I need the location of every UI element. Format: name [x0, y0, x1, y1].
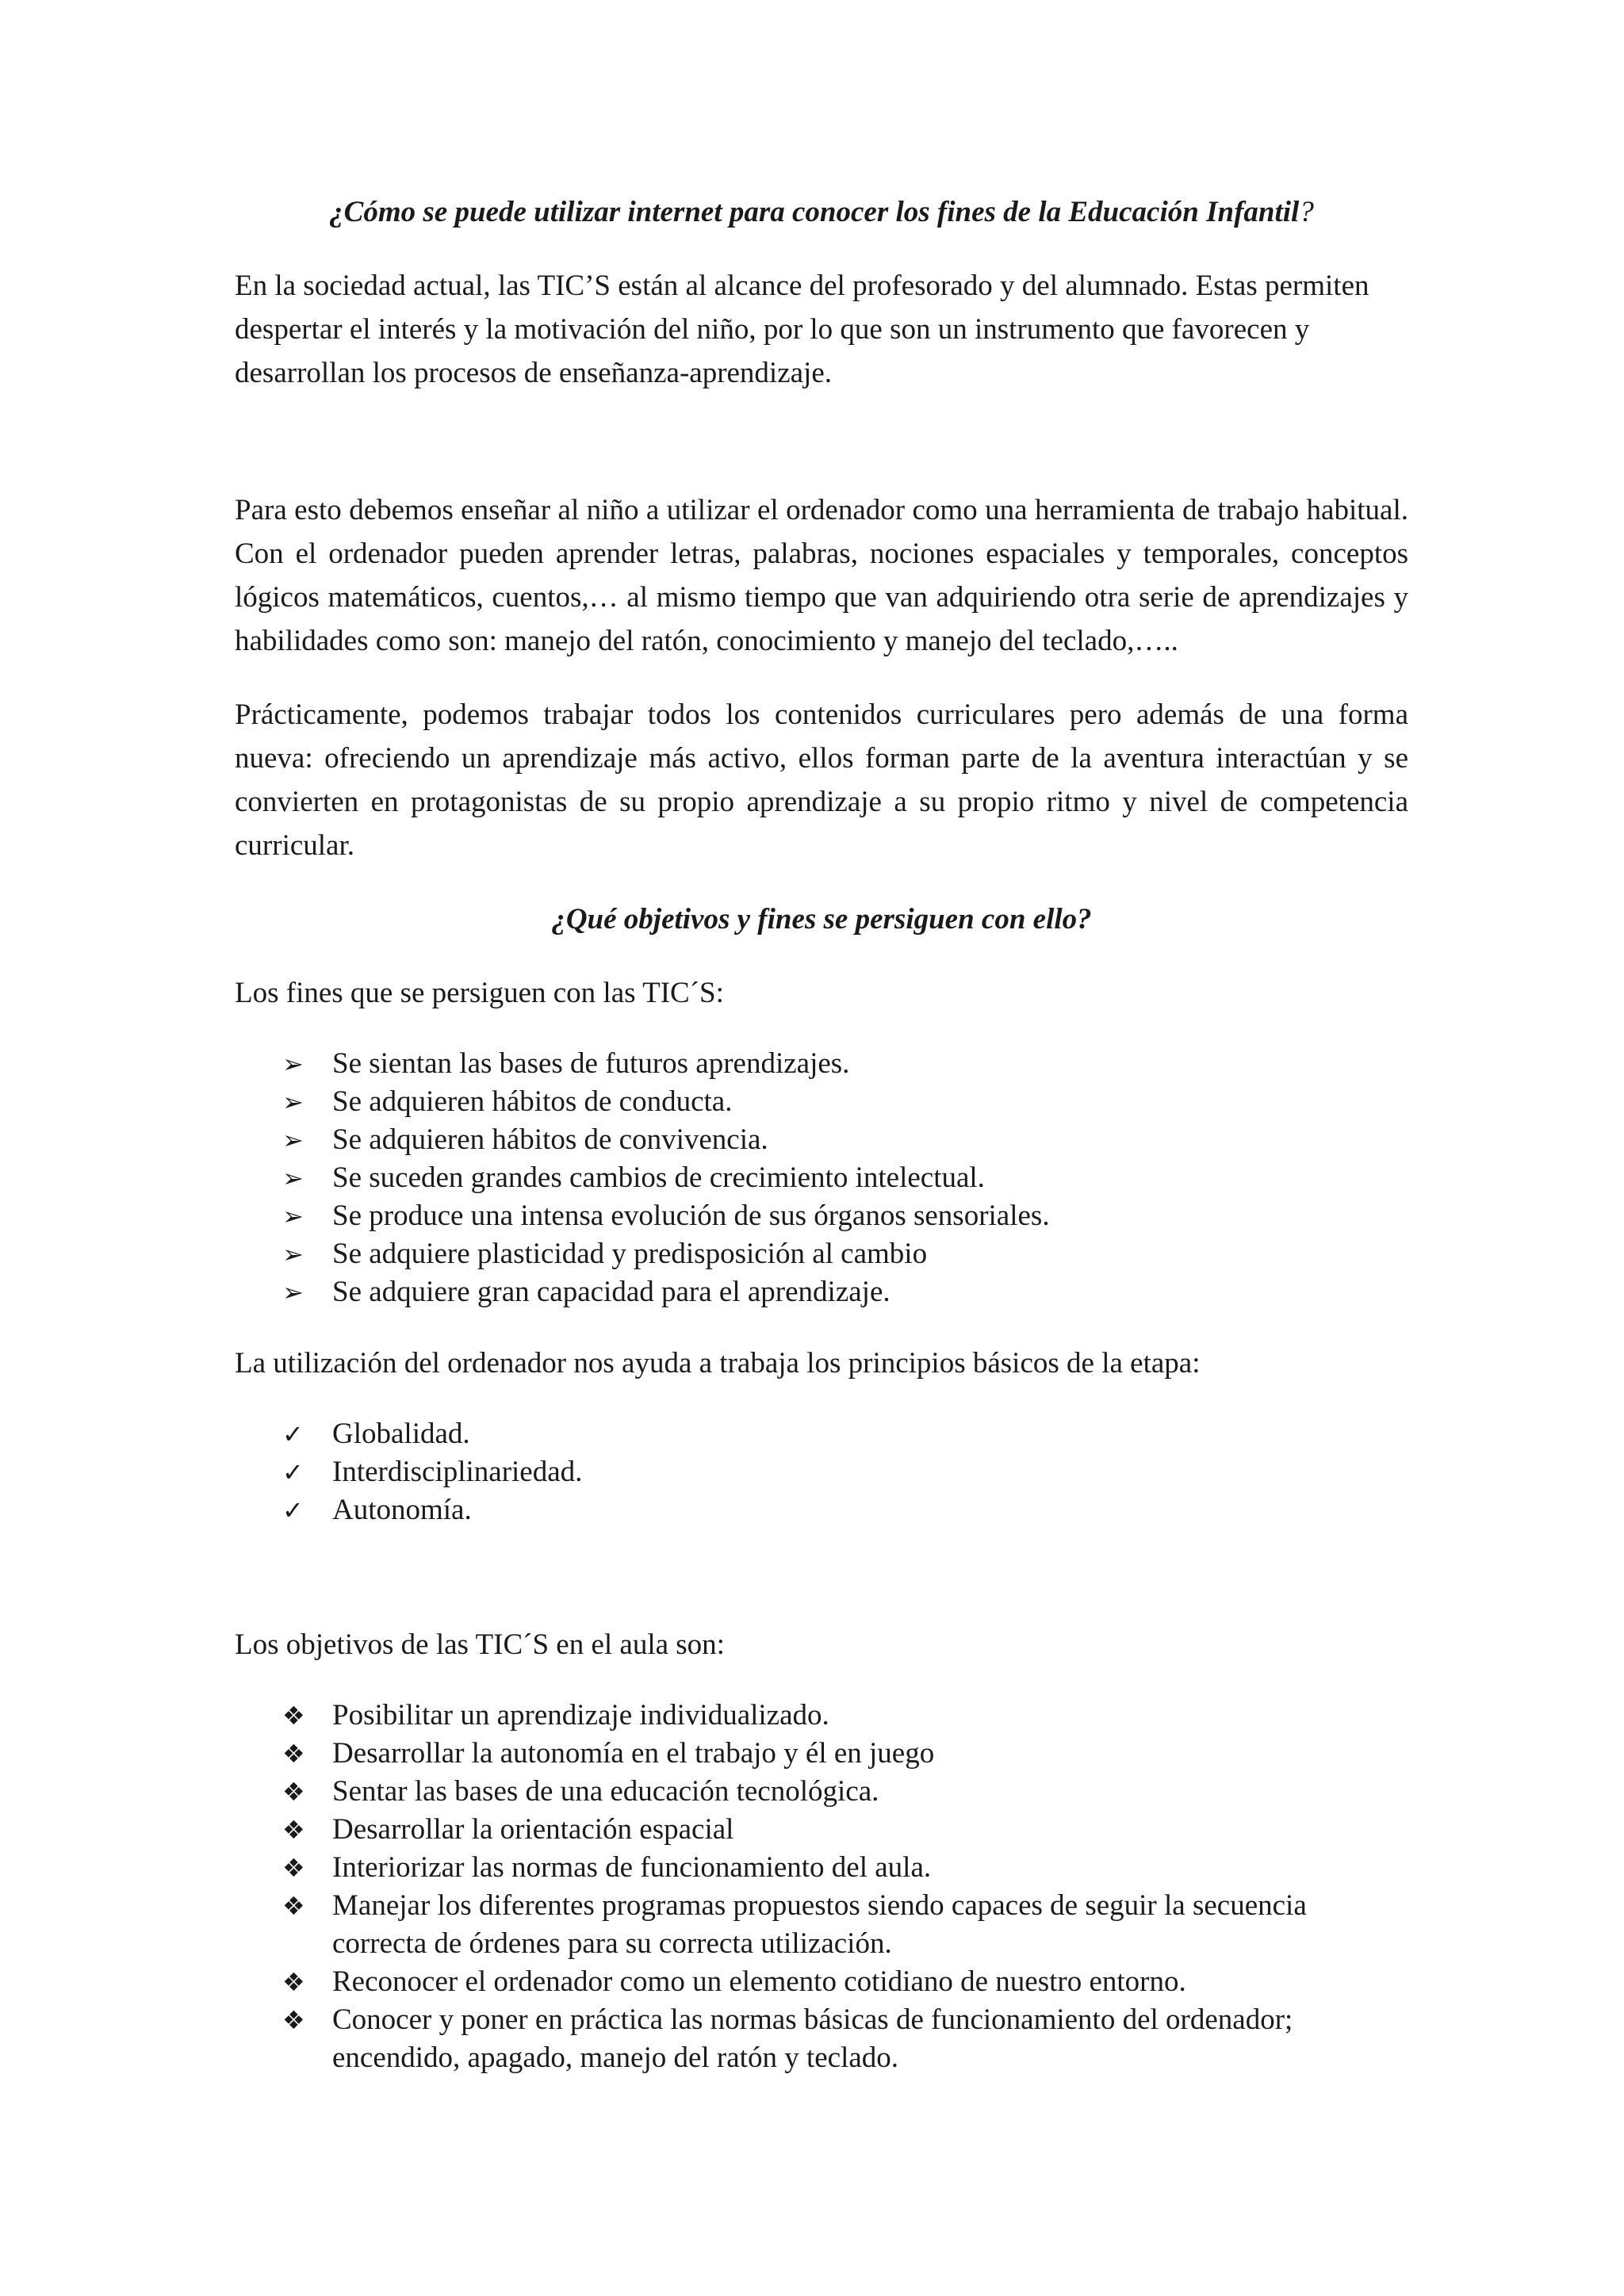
list-item-text: Interiorizar las normas de funcionamiento del aula. [332, 1851, 932, 1884]
fines-intro: Los fines que se persiguen con las TIC´S: [235, 977, 724, 1009]
document-page [235, 190, 1408, 2077]
principios-list [235, 1415, 1408, 1529]
list-item [282, 1121, 1408, 1159]
heading-como-utilizar-internet [235, 190, 1408, 234]
objetivos-intro: Los objetivos de las TIC´S en el aula son: [235, 1628, 725, 1661]
list-item [282, 1811, 1408, 1849]
list-item-text: Se adquiere gran capacidad para el aprendizaje. [332, 1276, 891, 1308]
list-item-text: Reconocer el ordenador como un elemento cotidiano de nuestro entorno. [332, 1965, 1186, 1998]
diamond-bullet-icon: ❖ [282, 1891, 305, 1921]
list-item [282, 1735, 1408, 1773]
objetivos-list [235, 1697, 1408, 2077]
principios-intro: La utilización del ordenador nos ayuda a trabaja los principios básicos de la etapa: [235, 1347, 1201, 1380]
arrow-bullet-icon: ➢ [282, 1049, 304, 1079]
arrow-bullet-icon: ➢ [282, 1087, 304, 1117]
arrow-bullet-icon: ➢ [282, 1163, 304, 1193]
list-item-text: Manejar los diferentes programas propuestos siendo capaces de seguir la secuencia correcta de órdenes para su correcta utilización. [332, 1889, 1307, 1960]
list-item [282, 1963, 1408, 2001]
paragraph-contenidos-curriculares: Prácticamente, podemos trabajar todos los contenidos curriculares pero además de una forma nueva: ofreciendo un aprendizaje más activo, ellos forman parte de la aventura interactúan y se convierten en protagonistas de su propio aprendizaje a su propio ritmo y nivel de competencia curricular. [235, 698, 1408, 862]
diamond-bullet-icon: ❖ [282, 1701, 305, 1731]
list-item [282, 2001, 1408, 2077]
arrow-bullet-icon: ➢ [282, 1125, 304, 1155]
paragraph-ordenador-herramienta: Para esto debemos enseñar al niño a utilizar el ordenador como una herramienta de trabajo habitual. Con el ordenador pueden aprender letras, palabras, nociones espaciales y temporales, conceptos lógicos matemáticos, cuentos,… al mismo tiempo que van adquiriendo otra serie de aprendizajes y habilidades como son: manejo del ratón, conocimiento y manejo del teclado,….. [235, 494, 1408, 657]
list-item [282, 1235, 1408, 1273]
list-item-text: Autonomía. [332, 1494, 472, 1526]
fines-list [235, 1045, 1408, 1311]
list-item [282, 1415, 1408, 1453]
heading-1-text: ¿Cómo se puede utilizar internet para conocer los fines de la Educación Infantil [329, 196, 1300, 228]
list-item-text: Se produce una intensa evolución de sus órganos sensoriales. [332, 1200, 1050, 1232]
list-item-text: Se adquieren hábitos de conducta. [332, 1085, 733, 1118]
checkmark-icon: ✓ [282, 1495, 304, 1525]
paragraph-tics-sociedad: En la sociedad actual, las TIC’S están al alcance del profesorado y del alumnado. Estas permiten despertar el interés y la motivación del niño, por lo que son un instrumento que favorecen y desarrollan los procesos de enseñanza-aprendizaje. [235, 270, 1369, 389]
list-item [282, 1773, 1408, 1811]
list-item-text: Conocer y poner en práctica las normas básicas de funcionamiento del ordenador; encendido, apagado, manejo del ratón y teclado. [332, 2003, 1293, 2074]
list-item-text: Desarrollar la orientación espacial [332, 1813, 734, 1846]
list-item-text: Se sientan las bases de futuros aprendizajes. [332, 1047, 850, 1080]
list-item [282, 1697, 1408, 1735]
list-item [282, 1045, 1408, 1083]
arrow-bullet-icon: ➢ [282, 1277, 304, 1307]
list-item [282, 1197, 1408, 1235]
list-item [282, 1159, 1408, 1197]
arrow-bullet-icon: ➢ [282, 1239, 304, 1269]
list-item [282, 1887, 1408, 1963]
diamond-bullet-icon: ❖ [282, 1739, 305, 1769]
list-item-text: Posibilitar un aprendizaje individualizado. [332, 1699, 829, 1732]
diamond-bullet-icon: ❖ [282, 2005, 305, 2035]
diamond-bullet-icon: ❖ [282, 1853, 305, 1883]
heading-objetivos-fines: ¿Qué objetivos y fines se persiguen con ello? [551, 903, 1092, 936]
list-item-text: Se suceden grandes cambios de crecimiento intelectual. [332, 1161, 985, 1194]
list-item-text: Se adquiere plasticidad y predisposición al cambio [332, 1238, 928, 1270]
arrow-bullet-icon: ➢ [282, 1201, 304, 1231]
list-item [282, 1273, 1408, 1311]
list-item-text: Globalidad. [332, 1418, 470, 1450]
checkmark-icon: ✓ [282, 1419, 304, 1449]
list-item-text: Desarrollar la autonomía en el trabajo y él en juego [332, 1737, 935, 1770]
heading-1-question-mark: ? [1299, 196, 1314, 228]
list-item-text: Sentar las bases de una educación tecnológica. [332, 1775, 879, 1808]
list-item-text: Interdisciplinariedad. [332, 1456, 583, 1488]
diamond-bullet-icon: ❖ [282, 1777, 305, 1807]
checkmark-icon: ✓ [282, 1457, 304, 1487]
list-item [282, 1083, 1408, 1121]
diamond-bullet-icon: ❖ [282, 1967, 305, 1997]
list-item [282, 1491, 1408, 1529]
list-item-text: Se adquieren hábitos de convivencia. [332, 1123, 768, 1156]
diamond-bullet-icon: ❖ [282, 1815, 305, 1845]
list-item [282, 1453, 1408, 1491]
list-item [282, 1849, 1408, 1887]
